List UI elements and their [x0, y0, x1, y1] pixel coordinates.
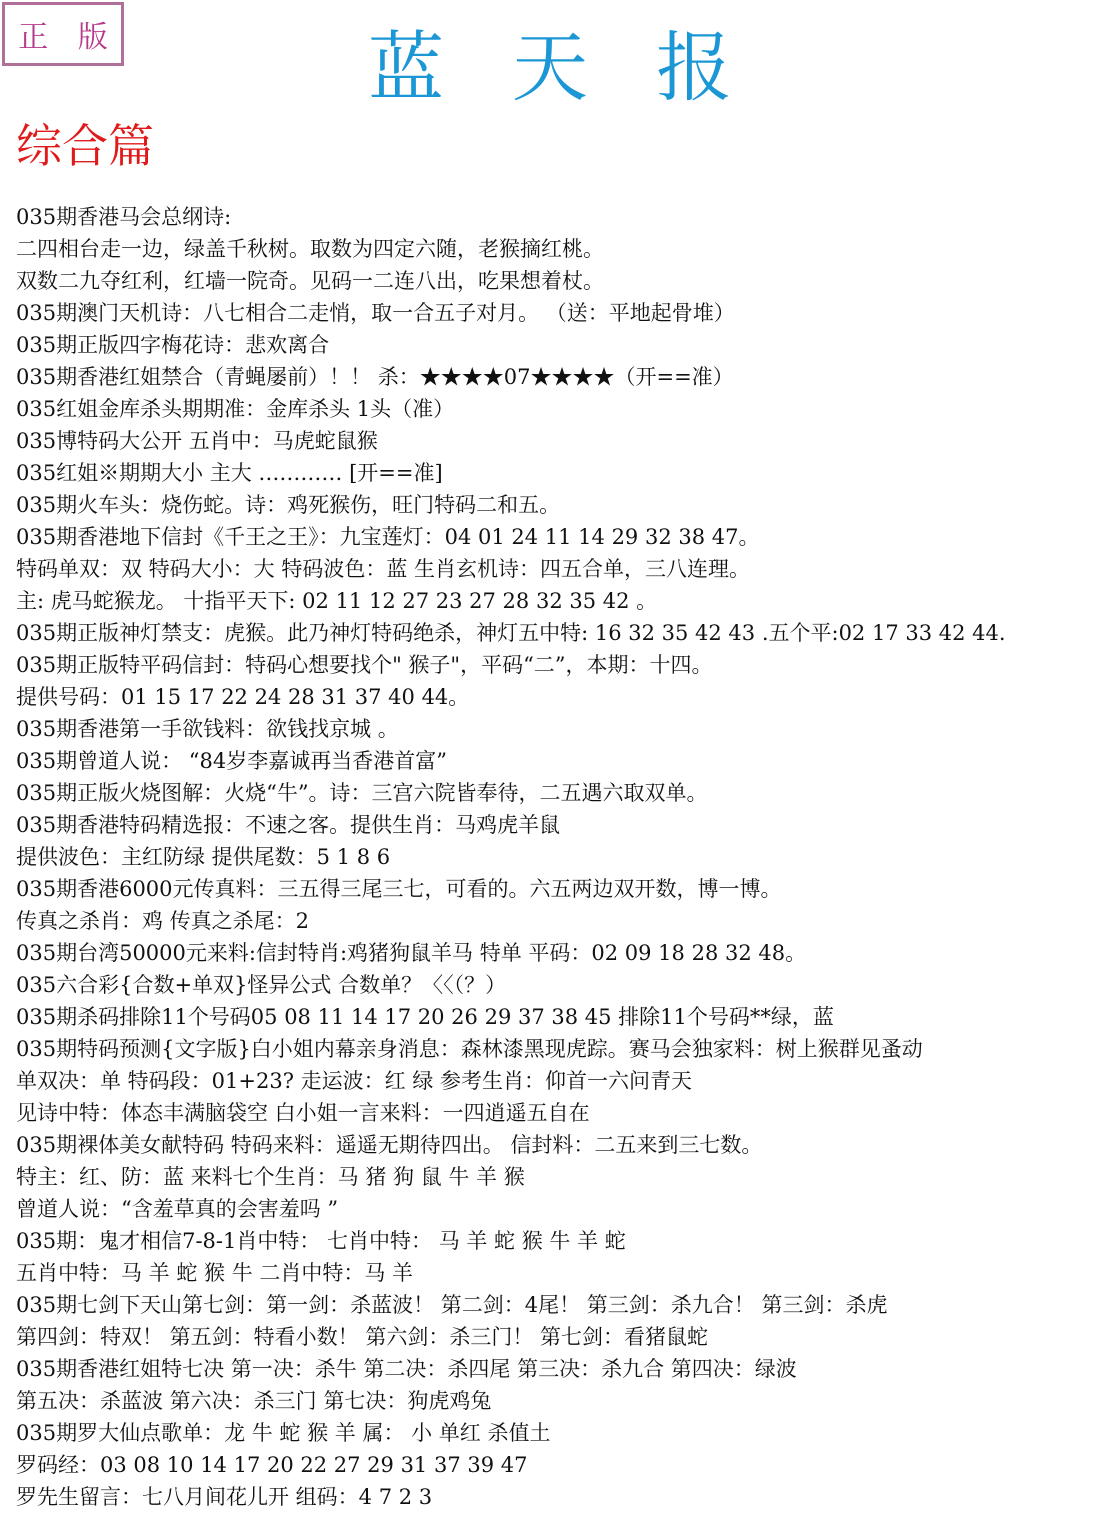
- content-line: 特码单双：双 特码大小：大 特码波色：蓝 生肖玄机诗：四五合单，三八连理。: [16, 557, 751, 581]
- page-title: 蓝天报: [368, 23, 800, 112]
- content-line: 曾道人说：“含羞草真的会害羞吗 ”: [16, 1197, 339, 1221]
- content-line: 提供波色：主红防绿 提供尾数：5 1 8 6: [16, 845, 391, 869]
- content-line: 二四相台走一边，绿盖千秋树。取数为四定六随，老猴摘红桃。: [16, 237, 604, 261]
- content-line: 035期香港红姐特七决 第一决：杀牛 第二决：杀四尾 第三决：杀九合 第四决：绿波: [16, 1357, 797, 1381]
- content-line: 单双决：单 特码段：01+23? 走运波：红 绿 参考生肖：仰首一六问青天: [16, 1069, 692, 1093]
- content-line: 见诗中特：体态丰满脑袋空 白小姐一言来料：一四逍遥五自在: [16, 1101, 590, 1125]
- content-line: 035期正版四字梅花诗：悲欢离合: [16, 333, 330, 357]
- content-line: 035期曾道人说： “84岁李嘉诚再当香港首富”: [16, 749, 447, 773]
- content-line: 035期香港红姐禁合（青蝇屡前）！！ 杀：★★★★07★★★★（开==准）: [16, 365, 734, 389]
- content-line: 035期正版火烧图解：火烧“牛”。诗：三宫六院皆奉待，二五遇六取双单。: [16, 781, 708, 805]
- content-line: 035红姐※期期大小 主大 ………… [开==准]: [16, 461, 443, 485]
- content-line: 双数二九夺红利，红墙一院奇。见码一二连八出，吃果想着杖。: [16, 269, 604, 293]
- content-line: 035期台湾50000元来料:信封特肖:鸡猪狗鼠羊马 特单 平码：02 09 18 28 32 48。: [16, 941, 807, 965]
- content-line: 035红姐金库杀头期期准：金库杀头 1头（准）: [16, 397, 455, 421]
- content-line: 035期杀码排除11个号码05 08 11 14 17 20 26 29 37 38 45 排除11个号码**绿，蓝: [16, 1005, 834, 1029]
- content-line: 传真之杀肖：鸡 传真之杀尾：2: [16, 909, 310, 933]
- content-line: 035期裸体美女献特码 特码来料：遥遥无期待四出。 信封料：二五来到三七数。: [16, 1133, 763, 1157]
- content-line: 035期香港6000元传真料：三五得三尾三七，可看的。六五两边双开数，博一博。: [16, 877, 782, 901]
- content-line: 035期正版神灯禁支：虎猴。此乃神灯特码绝杀，神灯五中特: 16 32 35 42 43 .五个平:02 17 33 42 44.: [16, 621, 1006, 645]
- content-line: 第四剑：特双！ 第五剑：特看小数！ 第六剑：杀三门！ 第七剑：看猪鼠蛇: [16, 1325, 709, 1349]
- content-line: 035期澳门天机诗：八七相合二走悄，取一合五子对月。 （送：平地起骨堆）: [16, 301, 735, 325]
- content-line: 035博特码大公开 五肖中：马虎蛇鼠猴: [16, 429, 378, 453]
- content-line: 035期：鬼才相信7-8-1肖中特： 七肖中特： 马 羊 蛇 猴 牛 羊 蛇: [16, 1229, 626, 1253]
- content-line: 035期香港第一手欲钱料：欲钱找京城 。: [16, 717, 399, 741]
- content-line: 035期香港马会总纲诗:: [16, 205, 232, 229]
- content-line: 五肖中特：马 羊 蛇 猴 牛 二肖中特：马 羊: [16, 1261, 414, 1285]
- content-line: 035期火车头：烧伤蛇。诗：鸡死猴伤，旺门特码二和五。: [16, 493, 561, 517]
- content-body: [16, 201, 1096, 1513]
- content-line: 罗先生留言：七八月间花儿开 组码：4 7 2 3: [16, 1485, 433, 1509]
- content-line: 035期七剑下天山第七剑：第一剑：杀蓝波！ 第二剑：4尾！ 第三剑：杀九合！ 第三剑：杀虎: [16, 1293, 888, 1317]
- content-line: 035六合彩{合数+单双}怪异公式 合数单？〈〈（？）: [16, 973, 507, 997]
- content-line: 主: 虎马蛇猴龙。 十指平天下: 02 11 12 27 23 27 28 32 35 42 。: [16, 589, 658, 613]
- content-line: 罗码经：03 08 10 14 17 20 22 27 29 31 37 39 47: [16, 1453, 528, 1477]
- content-line: 035期香港地下信封《千王之王》：九宝莲灯：04 01 24 11 14 29 32 38 47。: [16, 525, 760, 549]
- content-line: 035期香港特码精选报：不速之客。提供生肖：马鸡虎羊鼠: [16, 813, 561, 837]
- edition-badge: 正 版: [2, 2, 124, 66]
- content-line: 035期罗大仙点歌单：龙 牛 蛇 猴 羊 属： 小 单红 杀值土: [16, 1421, 551, 1445]
- content-line: 特主：红、防：蓝 来料七个生肖：马 猪 狗 鼠 牛 羊 猴: [16, 1165, 525, 1189]
- section-title: 综合篇: [16, 119, 154, 173]
- content-line: 提供号码：01 15 17 22 24 28 31 37 40 44。: [16, 685, 470, 709]
- content-line: 035期特码预测{文字版}白小姐内幕亲身消息：森林漆黑现虎踪。赛马会独家料：树上猴群见蚤动: [16, 1037, 923, 1061]
- content-line: 035期正版特平码信封：特码心想要找个" 猴子"，平码“二”，本期：十四。: [16, 653, 713, 677]
- content-line: 第五决：杀蓝波 第六决：杀三门 第七决：狗虎鸡兔: [16, 1389, 492, 1413]
